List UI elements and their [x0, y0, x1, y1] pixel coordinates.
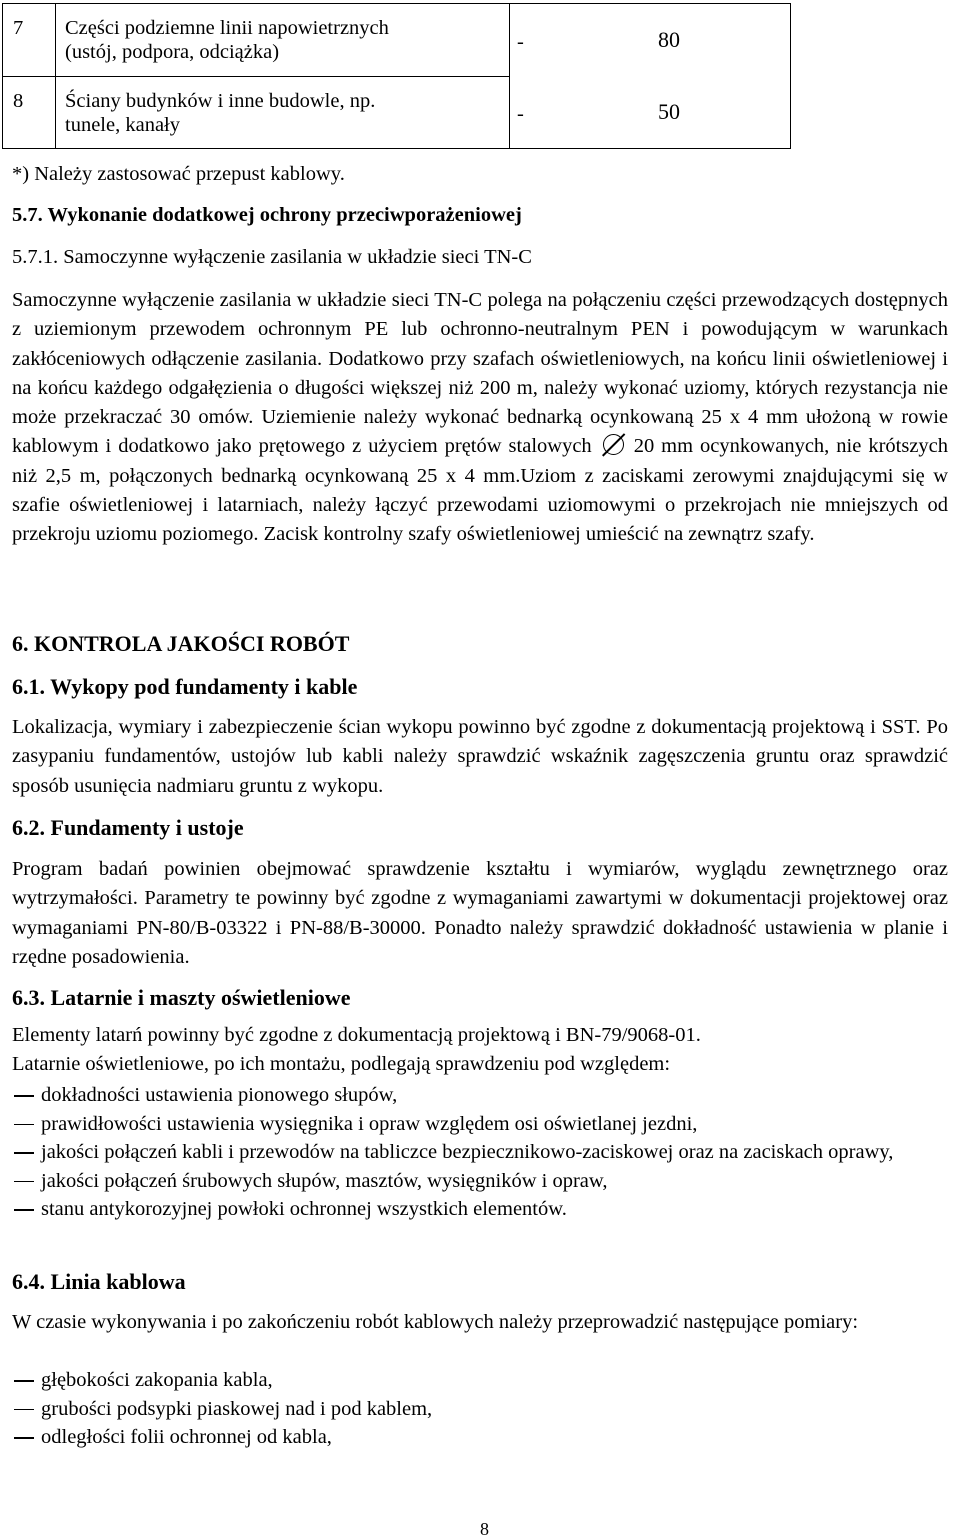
chapter-heading: 6. KONTROLA JAKOŚCI ROBÓT: [12, 631, 350, 656]
dash-bullet-icon: [14, 1437, 34, 1439]
list-item: głębokości zakopania kabla,: [12, 1366, 948, 1395]
clearance-table: [2, 3, 791, 149]
dash-bullet-icon: [14, 1209, 34, 1211]
dash-bullet-icon: [14, 1152, 34, 1154]
list-item: odległości folii ochronnej od kabla,: [12, 1423, 948, 1452]
measurement-list: [12, 1366, 948, 1452]
subsection-heading: 5.7.1. Samoczynne wyłączenie zasilania w układzie sieci TN-C: [12, 246, 532, 268]
list-item: grubości podsypki piaskowej nad i pod kablem,: [12, 1395, 948, 1424]
value-dash: -: [517, 31, 524, 53]
row-description: Ściany budynków i inne budowle, np. tunele, kanały: [56, 76, 510, 149]
list-item: dokładności ustawienia pionowego słupów,: [12, 1081, 948, 1110]
dash-bullet-icon: [14, 1409, 34, 1411]
footnote: *) Należy zastosować przepust kablowy.: [12, 163, 345, 185]
section-heading: 6.2. Fundamenty i ustoje: [12, 815, 244, 840]
inspection-list: [12, 1081, 948, 1224]
section-heading: 6.4. Linia kablowa: [12, 1269, 186, 1294]
table-row: [3, 4, 791, 77]
value: 50: [658, 99, 680, 124]
paragraph: Program badań powinien obejmować sprawdzenie kształtu i wymiarów, wyglądu zewnętrznego oraz wytrzymałości. Parametry te powinny być zgodne z wymaganiami zawartymi w dokumentacji projektowej oraz wymaganiami PN-80/B-03322 i PN-88/B-30000. Ponadto należy sprawdzić dokładność ustawienia w planie i rzędne posadowienia.: [12, 858, 948, 968]
diameter-symbol-icon: [603, 434, 624, 455]
section-heading: 6.3. Latarnie i maszty oświetleniowe: [12, 985, 351, 1010]
row-description: Części podziemne linii napowietrznych (ustój, podpora, odciążka): [56, 4, 510, 77]
value: 80: [658, 27, 680, 52]
list-item: stanu antykorozyjnej powłoki ochronnej wszystkich elementów.: [12, 1195, 948, 1224]
paragraph: Samoczynne wyłączenie zasilania w układzie sieci TN-C polega na połączeniu części przewodzących dostępnych z uziemionym przewodem ochronnym PE lub ochronno-neutralnym PEN i powodującym w warunkach zakłóceniowych odłączenie zasilania. Dodatkowo przy szafach oświetleniowych, na końcu linii oświetleniowej i na końcu każdego odgałęzienia o długości większej niż 200 m, należy wykonać uziomy, których rezystancja nie może przekraczać 30 omów. Uziemienie należy wykonać bednarką ocynkowaną 25 x 4 mm ułożoną w rowie kablowym i dodatkowo jako prętowego z użyciem prętów stalowych 20 mm ocynkowanych, nie krótszych niż 2,5 m, połączonych bednarką ocynkowaną 25 x 4 mm.Uziom z zaciskami zerowymi znajdującymi się w szafie oświetleniowej i latarniach, należy łączyć przewodami uziomowymi o przekrojach nie mniejszych od przekroju uziomu poziomego. Zacisk kontrolny szafy oświetleniowej umieścić na zewnątrz szafy.: [12, 289, 949, 546]
dash-bullet-icon: [14, 1095, 34, 1097]
value-dash: -: [517, 103, 524, 125]
list-item: jakości połączeń śrubowych słupów, masztów, wysięgników i opraw,: [12, 1167, 948, 1196]
paragraph: Latarnie oświetleniowe, po ich montażu, podlegają sprawdzeniu pod względem:: [12, 1053, 671, 1075]
section-heading: 6.1. Wykopy pod fundamenty i kable: [12, 674, 358, 699]
row-values: [510, 4, 791, 149]
row-number: 8: [3, 76, 56, 149]
row-number: 7: [3, 4, 56, 77]
paragraph: Elementy latarń powinny być zgodne z dokumentacją projektową i BN-79/9068-01.: [12, 1024, 701, 1046]
dash-bullet-icon: [14, 1124, 34, 1126]
list-item: jakości połączeń kabli i przewodów na tabliczce bezpiecznikowo-zaciskowej oraz na zaciskach oprawy,: [12, 1138, 948, 1167]
page-number: 8: [480, 1519, 489, 1539]
paragraph: W czasie wykonywania i po zakończeniu robót kablowych należy przeprowadzić następujące pomiary:: [12, 1311, 859, 1333]
dash-bullet-icon: [14, 1181, 34, 1183]
dash-bullet-icon: [14, 1380, 34, 1382]
list-item: prawidłowości ustawienia wysięgnika i opraw względem osi oświetlanej jezdni,: [12, 1110, 948, 1139]
section-heading: 5.7. Wykonanie dodatkowej ochrony przeciwporażeniowej: [12, 204, 522, 226]
paragraph: Lokalizacja, wymiary i zabezpieczenie ścian wykopu powinno być zgodne z dokumentacją projektową i SST. Po zasypaniu fundamentów, ustojów lub kabli należy sprawdzić wskaźnik zagęszczenia gruntu oraz sprawdzić sposób usunięcia nadmiaru gruntu z wykopu.: [12, 716, 948, 797]
